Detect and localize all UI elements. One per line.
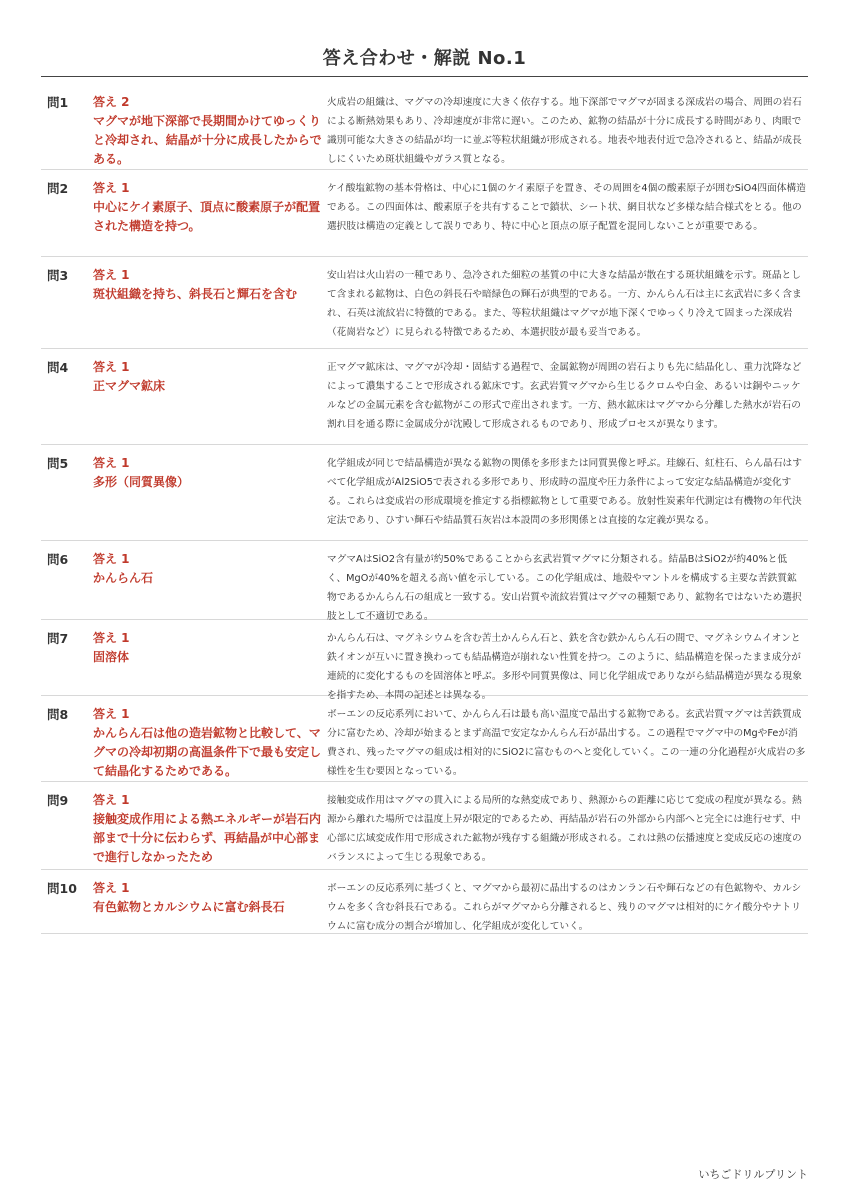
- answer-label: 答え 1: [93, 552, 130, 566]
- answer-block: [93, 791, 326, 867]
- question-number: 問1: [47, 95, 69, 110]
- qa-row-6: [41, 541, 808, 620]
- explanation-text: 化学組成が同じで結晶構造が異なる鉱物の関係を多形または同質異像と呼ぶ。珪線石、紅柱石、らん晶石はすべて化学組成がAl2SiO5で表される多形であり、形成時の温度や圧力条件によって安定な結晶構造が変化する。これらは変成岩の形成環境を推定する指標鉱物として重要である。放射性炭素年代測定は有機物の年代決定法であり、ひすい輝石や結晶質石灰岩は本設問の多形関係とは直接的な定義が異なる。: [327, 458, 802, 526]
- explanation-text: ボーエンの反応系列に基づくと、マグマから最初に晶出するのはカンラン石や輝石などの有色鉱物や、カルシウムを多く含む斜長石である。これらがマグマから分離されると、残りのマグマは相対的にケイ酸分やナトリウムに富む成分の割合が増加し、化学組成が変化していく。: [327, 883, 802, 932]
- page-title: 答え合わせ・解説 No.1: [322, 48, 527, 69]
- question-number: 問9: [47, 793, 69, 808]
- answer-label: 答え 1: [93, 268, 130, 282]
- answer-text: かんらん石は他の造岩鉱物と比較して、マグマの冷却初期の高温条件下で最も安定して結晶化するためである。: [93, 726, 322, 778]
- explanation-text: かんらん石は、マグネシウムを含む苦土かんらん石と、鉄を含む鉄かんらん石の間で、マグネシウムイオンと鉄イオンが互いに置き換わっても結晶構造が崩れない性質を持つ。このように、結晶構造を保ったまま成分が連続的に変化するものを固溶体と呼ぶ。多形や同質異像は、同じ化学組成でありながら結晶構造が異なる現象を指すため、本問の記述とは異なる。: [327, 633, 802, 701]
- answer-text: かんらん石: [93, 571, 154, 585]
- qa-row-4: [41, 349, 808, 445]
- answer-label: 答え 1: [93, 360, 130, 374]
- answer-text: 斑状組織を持ち、斜長石と輝石を含む: [93, 287, 298, 301]
- answer-text: 有色鉱物とカルシウムに富む斜長石: [93, 900, 285, 914]
- answer-text: 固溶体: [93, 650, 130, 664]
- answer-text: 多形（同質異像）: [93, 475, 190, 489]
- answer-label: 答え 1: [93, 793, 130, 807]
- question-number: 問8: [47, 707, 69, 722]
- explanation-text: ケイ酸塩鉱物の基本骨格は、中心に1個のケイ素原子を置き、その周囲を4個の酸素原子が囲むSiO4四面体構造である。この四面体は、酸素原子を共有することで鎖状、シート状、網目状など多様な結合様式をとる。他の選択肢は構造の定義として誤りであり、特に中心と頂点の原子配置を混同しないことが重要である。: [327, 183, 806, 232]
- answer-label: 答え 2: [93, 95, 130, 109]
- answer-text: 接触変成作用による熱エネルギーが岩石内部まで十分に伝わらず、再結晶が中心部まで進行しなかったため: [93, 812, 322, 864]
- answer-label: 答え 1: [93, 881, 130, 895]
- answer-block: [93, 550, 326, 588]
- question-number: 問10: [47, 881, 77, 896]
- title-divider: [41, 76, 808, 77]
- footer-brand: いちごドリルプリント: [698, 1168, 808, 1181]
- answer-label: 答え 1: [93, 456, 130, 470]
- answer-block: [93, 93, 326, 169]
- answer-block: [93, 266, 326, 304]
- qa-row-7: [41, 620, 808, 701]
- explanation-text: 正マグマ鉱床は、マグマが冷却・固結する過程で、金属鉱物が周囲の岩石よりも先に結晶化し、重力沈降などによって濃集することで形成される鉱床です。玄武岩質マグマから生じるクロムや白金、あるいは銅やニッケルなどの金属元素を含む鉱物がこの形式で産出されます。一方、熱水鉱床はマグマから分離した熱水が岩石の割れ目を通る際に金属成分が沈殿して形成されるものであり、形成プロセスが異なります。: [327, 362, 802, 430]
- explanation-text: ボーエンの反応系列において、かんらん石は最も高い温度で晶出する鉱物である。玄武岩質マグマは苦鉄質成分に富むため、冷却が始まるとまず高温で安定なかんらん石が晶出する。この過程でマグマ中のMgやFeが消費され、残ったマグマの組成は相対的にSiO2に富むものへと変化していく。この一連の分化過程が火成岩の多様性を生む要因となっている。: [327, 709, 806, 777]
- answer-text: 中心にケイ素原子、頂点に酸素原子が配置された構造を持つ。: [93, 200, 321, 233]
- answer-label: 答え 1: [93, 707, 130, 721]
- answer-block: [93, 358, 326, 396]
- answer-text: 正マグマ鉱床: [93, 379, 166, 393]
- answer-label: 答え 1: [93, 181, 130, 195]
- answer-block: [93, 629, 326, 667]
- question-number: 問3: [47, 268, 69, 283]
- answer-block: [93, 879, 326, 917]
- explanation-text: 接触変成作用はマグマの貫入による局所的な熱変成であり、熱源からの距離に応じて変成の程度が異なる。熱源から離れた場所では温度上昇が限定的であるため、再結晶が岩石の外部から内部へと完全には進行せず、中心部に広域変成作用で形成された鉱物が残存する組織が形成される。これは熱の伝播速度と変成反応の速度のバランスによって生じる現象である。: [327, 795, 802, 863]
- explanation-text: 安山岩は火山岩の一種であり、急冷された細粒の基質の中に大きな結晶が散在する斑状組織を示す。斑晶として含まれる鉱物は、白色の斜長石や暗緑色の輝石が典型的である。一方、かんらん石は主に玄武岩に多く含まれ、石英は流紋岩に特徴的である。また、等粒状組織はマグマが地下深くでゆっくり冷えて固まった深成岩（花崗岩など）に見られる特徴であるため、本選択肢が最も妥当である。: [327, 270, 802, 338]
- question-number: 問7: [47, 631, 69, 646]
- qa-row-1: [41, 84, 808, 170]
- answer-label: 答え 1: [93, 631, 130, 645]
- qa-row-5: [41, 445, 808, 541]
- answer-text: マグマが地下深部で長期間かけてゆっくりと冷却され、結晶が十分に成長したからである。: [93, 114, 322, 166]
- qa-list: [41, 84, 808, 934]
- qa-row-10: [41, 870, 808, 934]
- qa-row-9: [41, 782, 808, 870]
- question-number: 問5: [47, 456, 69, 471]
- qa-row-8: [41, 696, 808, 782]
- explanation-text: 火成岩の組織は、マグマの冷却速度に大きく依存する。地下深部でマグマが固まる深成岩の場合、周囲の岩石による断熱効果もあり、冷却速度が非常に遅い。このため、鉱物の結晶が十分に成長する時間があり、肉眼で識別可能な大きさの結晶が均一に並ぶ等粒状組織が形成される。地表や地表付近で急冷されると、結晶が成長しにくいため斑状組織やガラス質となる。: [327, 97, 802, 165]
- answer-block: [93, 705, 326, 781]
- answer-block: [93, 179, 326, 236]
- answer-block: [93, 454, 326, 492]
- question-number: 問2: [47, 181, 69, 196]
- explanation-text: マグマAはSiO2含有量が約50%であることから玄武岩質マグマに分類される。結晶BはSiO2が約40%と低く、MgOが40%を超える高い値を示している。この化学組成は、地殻やマントルを構成する主要な苦鉄質鉱物であるかんらん石の組成と一致する。安山岩質や流紋岩質はマグマの種類であり、鉱物名ではないため選択肢として不適切である。: [327, 554, 802, 622]
- qa-row-2: [41, 170, 808, 257]
- question-number: 問6: [47, 552, 69, 567]
- question-number: 問4: [47, 360, 69, 375]
- qa-row-3: [41, 257, 808, 349]
